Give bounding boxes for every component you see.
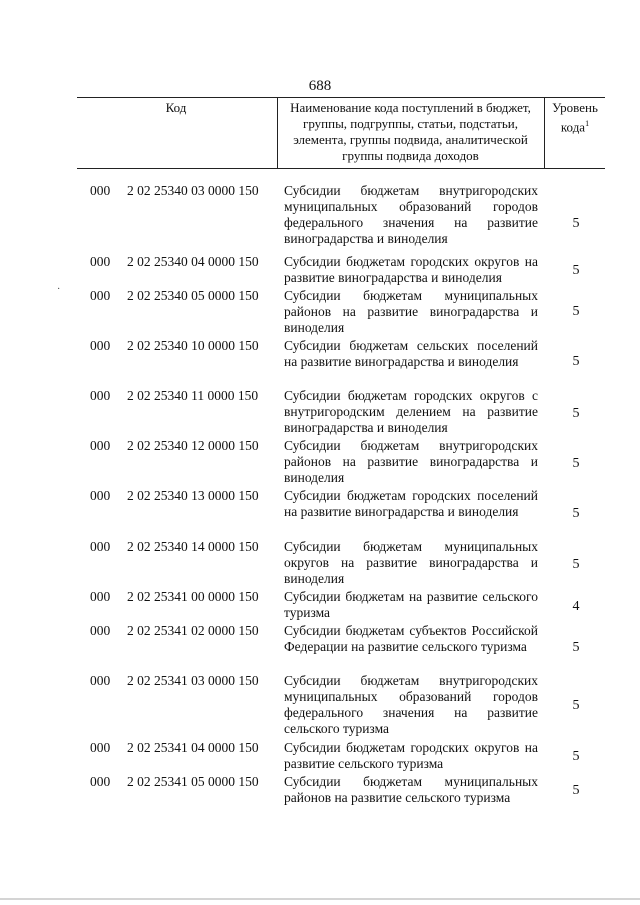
code-description: Субсидии бюджетам муниципальных районов на развитие виноградарства и виноделия [284, 288, 538, 335]
code-description: Субсидии бюджетам субъектов Российской Федерации на развитие сельского туризма [284, 623, 538, 654]
budget-code: 2 02 25341 04 0000 150 [127, 740, 259, 755]
admin-code: 000 [90, 388, 111, 403]
code-description: Субсидии бюджетам на развитие сельского туризма [284, 589, 538, 620]
header-code: Код [165, 100, 187, 115]
budget-code: 2 02 25340 11 0000 150 [127, 388, 259, 403]
budget-code: 2 02 25341 02 0000 150 [127, 623, 259, 638]
budget-code: 2 02 25341 05 0000 150 [127, 774, 259, 789]
code-level: 5 [572, 216, 580, 231]
admin-code: 000 [90, 673, 111, 688]
code-description: Субсидии бюджетам городских округов с внутригородским делением на развитие виноградарства и виноделия [284, 388, 538, 435]
code-level: 5 [572, 263, 580, 278]
code-level: 5 [572, 354, 580, 369]
admin-code: 000 [90, 539, 111, 554]
code-level: 5 [572, 698, 580, 713]
admin-code: 000 [90, 288, 111, 303]
admin-code: 000 [90, 254, 111, 269]
code-description: Субсидии бюджетам внутригородских муниципальных образований городов федерального значения на развитие сельского туризма [284, 673, 538, 736]
code-level: 5 [572, 557, 580, 572]
code-level: 5 [572, 406, 580, 421]
budget-code: 2 02 25340 13 0000 150 [127, 488, 259, 503]
code-description: Субсидии бюджетам муниципальных районов на развитие сельского туризма [284, 774, 538, 805]
code-description: Субсидии бюджетам муниципальных округов на развитие виноградарства и виноделия [284, 539, 538, 586]
header-level: Уровень кода$^1$ [552, 100, 598, 135]
admin-code: 000 [90, 183, 111, 198]
page-number: 688 [308, 78, 332, 94]
code-description: Субсидии бюджетам городских поселений на развитие виноградарства и виноделия [284, 488, 538, 519]
code-level: 5 [572, 783, 580, 798]
budget-code: 2 02 25340 10 0000 150 [127, 338, 259, 353]
admin-code: 000 [90, 623, 111, 638]
budget-code: 2 02 25341 03 0000 150 [127, 673, 259, 688]
header-name: Наименование кода поступлений в бюджет, группы, подгруппы, статьи, подстатьи, элемента, группы подвида, аналитической группы подвида доходов [290, 100, 531, 163]
code-level: 5 [572, 640, 580, 655]
code-level: 5 [572, 749, 580, 764]
code-description: Субсидии бюджетам городских округов на развитие сельского туризма [284, 740, 538, 771]
code-level: 5 [572, 506, 580, 521]
code-description: Субсидии бюджетам внутригородских муниципальных образований городов федерального значения на развитие виноградарства и виноделия [284, 183, 538, 246]
footnote-marker: 1 [585, 119, 590, 128]
budget-code: 2 02 25340 14 0000 150 [127, 539, 259, 554]
code-level: 4 [572, 599, 580, 614]
budget-code: 2 02 25341 00 0000 150 [127, 589, 259, 604]
code-description: Субсидии бюджетам внутригородских районов на развитие виноградарства и виноделия [284, 438, 538, 485]
budget-code: 2 02 25340 04 0000 150 [127, 254, 259, 269]
admin-code: 000 [90, 774, 111, 789]
code-description: Субсидии бюджетам городских округов на развитие виноградарства и виноделия [284, 254, 538, 285]
budget-code: 2 02 25340 05 0000 150 [127, 288, 259, 303]
code-level: 5 [572, 304, 580, 319]
code-level: 5 [572, 456, 580, 471]
budget-code: 2 02 25340 12 0000 150 [127, 438, 259, 453]
admin-code: 000 [90, 740, 111, 755]
budget-code: 2 02 25340 03 0000 150 [127, 183, 259, 198]
admin-code: 000 [90, 589, 111, 604]
table-header [77, 97, 605, 169]
admin-code: 000 [90, 488, 111, 503]
code-description: Субсидии бюджетам сельских поселений на развитие виноградарства и виноделия [284, 338, 538, 369]
admin-code: 000 [90, 338, 111, 353]
scan-edge-line [0, 898, 640, 900]
admin-code: 000 [90, 438, 111, 453]
scan-mark: · [57, 284, 61, 295]
